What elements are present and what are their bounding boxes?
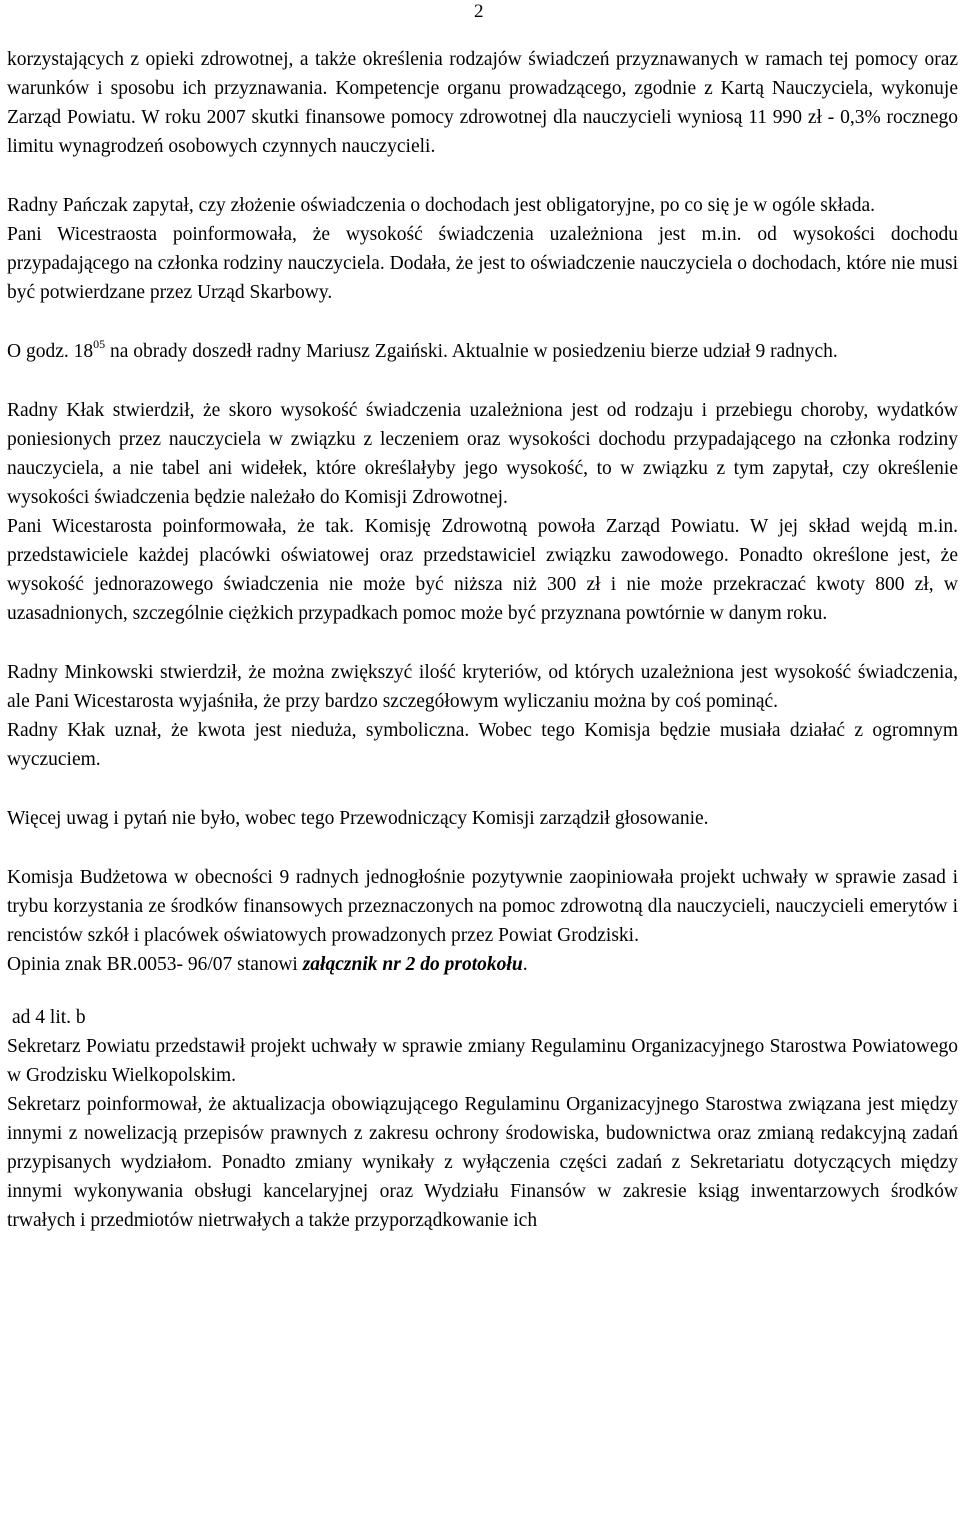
paragraph-panczak-question: Radny Pańczak zapytał, czy złożenie oświadczenia o dochodach jest obligatoryjne, po co się je w ogóle składa.	[7, 195, 875, 216]
paragraph-minkowski-remark: Radny Minkowski stwierdził, że można zwiększyć ilość kryteriów, od których uzależniona jest wysokość świadczenia, ale Pani Wicestarosta wyjaśniła, że przy bardzo szczegółowym wyliczaniu można by coś pominąć.	[7, 662, 958, 712]
paragraph-secretary-project: Sekretarz Powiatu przedstawił projekt uchwały w sprawie zmiany Regulaminu Organizacyjnego Starostwa Powiatowego w Grodzisku Wielkopolskim.	[7, 1036, 958, 1086]
paragraph-secretary-update: Sekretarz poinformował, że aktualizacja obowiązującego Regulaminu Organizacyjnego Starostwa związana jest między innymi z nowelizacją przepisów prawnych z zakresu ochrony środowiska, budownictwa oraz zmianą redakcyjną zadań przypisanych wydziałom. Ponadto zmiany wynikały z wyłączenia części zadań z Sekretariatu dotyczących między innymi wykonywania obsługi kancelaryjnej oraz Wydziału Finansów w zakresie ksiąg inwentarzowych środków trwałych i przedmiotów nietrwałych a także przyporządkowanie ich	[7, 1094, 958, 1231]
spacer	[7, 161, 958, 191]
paragraph-vote-call: Więcej uwag i pytań nie było, wobec tego Przewodniczący Komisji zarządził głosowanie.	[7, 808, 709, 829]
paragraph-health-commission: Pani Wicestarosta poinformowała, że tak. Komisję Zdrowotną powoła Zarząd Powiatu. W jej skład wejdą m.in. przedstawiciele każdej placówki oświatowej oraz przedstawiciel związku zawodowego. Ponadto określone jest, że wysokość jednorazowego świadczenia nie może być niższa niż 300 zł i nie może przekraczać kwoty 800 zł, w uzasadnionych, szczególnie ciężkich przypadkach pomoc może być przyznana powtórnie w danym roku.	[7, 516, 958, 624]
agenda-item-heading: ad 4 lit. b	[12, 1007, 86, 1028]
paragraph-opinion-reference	[7, 950, 958, 979]
paragraph-health-aid-costs: korzystających z opieki zdrowotnej, a także określenia rodzajów świadczeń przyznawanych w ramach tej pomocy oraz warunków i sposobu ich przyznawania. Kompetencje organu prowadzącego, zgodnie z Kartą Nauczyciela, wykonuje Zarząd Powiatu. W roku 2007 skutki finansowe pomocy zdrowotnej dla nauczycieli wyniosą 11 990 zł - 0,3% rocznego limitu wynagrodzeń osobowych czynnych nauczycieli.	[7, 49, 958, 157]
paragraph-vicestarost-answer: Pani Wicestraosta poinformowała, że wysokość świadczenia uzależniona jest m.in. od wysokości dochodu przypadającego na członka rodziny nauczyciela. Dodała, że jest to oświadczenie nauczyciela o dochodach, które nie musi być potwierdzane przez Urząd Skarbowy.	[7, 224, 958, 303]
paragraph-arrival-note	[7, 337, 958, 366]
paragraph-klak-question: Radny Kłak stwierdził, że skoro wysokość świadczenia uzależniona jest od rodzaju i przebiegu choroby, wydatków poniesionych przez nauczyciela w związku z leczeniem oraz wysokości dochodu przypadającego na członka rodziny nauczyciela, a nie tabel ani widełek, które określałyby jego wysokość, to w związku z tym zapytał, czy określenie wysokości świadczenia będzie należało do Komisji Zdrowotnej.	[7, 400, 958, 508]
attachment-reference: załącznik nr 2 do protokołu	[302, 954, 523, 975]
arrival-rest-text: na obrady doszedł radny Mariusz Zgaiński. Aktualnie w posiedzeniu bierze udział 9 radnych.	[105, 341, 838, 362]
spacer	[7, 979, 958, 1003]
page-number: 2	[474, 1, 484, 22]
paragraph-commission-opinion: Komisja Budżetowa w obecności 9 radnych jednogłośnie pozytywnie zaopiniowała projekt uchwały w sprawie zasad i trybu korzystania ze środków finansowych przeznaczonych na pomoc zdrowotną dla nauczycieli, nauczycieli emerytów i rencistów szkół i placówek oświatowych prowadzonych przez Powiat Grodziski.	[7, 867, 958, 946]
spacer	[7, 366, 958, 396]
opinion-reference-text: Opinia znak BR.0053- 96/07 stanowi	[7, 954, 303, 975]
paragraph-klak-remark: Radny Kłak uznał, że kwota jest nieduża, symboliczna. Wobec tego Komisja będzie musiała działać z ogromnym wyczuciem.	[7, 720, 958, 770]
spacer	[7, 774, 958, 804]
spacer	[7, 307, 958, 337]
opinion-reference-end: .	[522, 954, 528, 975]
arrival-time-minutes: 05	[93, 337, 106, 351]
spacer	[7, 833, 958, 863]
spacer	[7, 628, 958, 658]
arrival-time-text: O godz. 18	[7, 341, 94, 362]
document-body	[7, 45, 958, 1235]
